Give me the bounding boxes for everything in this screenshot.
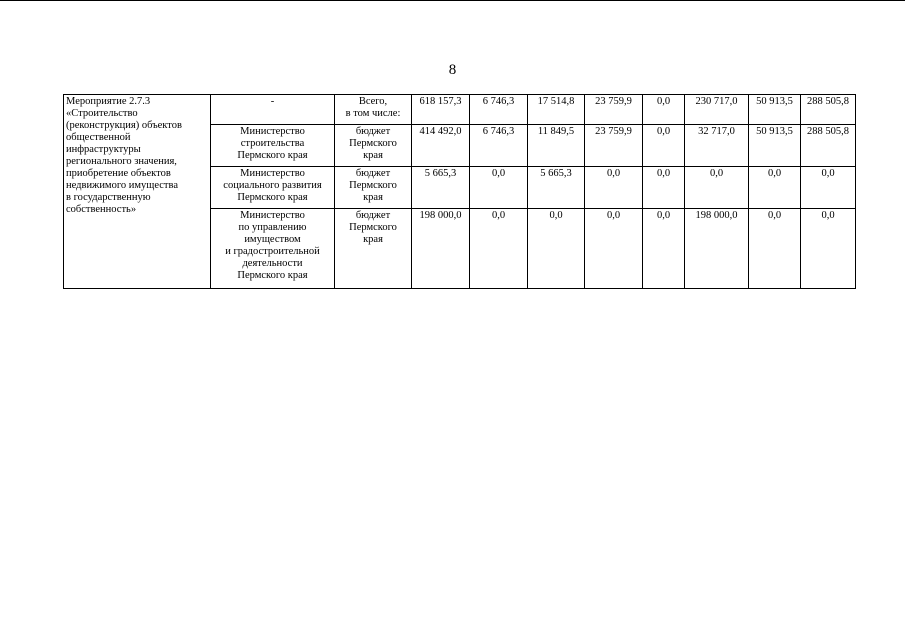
- executor-line: строительства: [240, 138, 305, 149]
- value-cell: 0,0: [801, 167, 856, 209]
- source-line: Пермского: [349, 138, 397, 149]
- executor-line: имуществом: [244, 234, 301, 245]
- value-cell: 23 759,9: [585, 125, 643, 167]
- source-cell: [335, 167, 412, 209]
- source-line: бюджет: [355, 210, 391, 221]
- top-rule: [0, 0, 905, 1]
- value-cell: 0,0: [749, 209, 801, 289]
- executor-line: по управлению: [238, 222, 307, 233]
- value-cell: 288 505,8: [801, 95, 856, 125]
- executor-line: Министерство: [240, 126, 305, 137]
- executor-line: Пермского края: [237, 150, 308, 161]
- event-line: Мероприятие 2.7.3: [66, 96, 151, 107]
- source-line: края: [363, 150, 383, 161]
- value-cell: 0,0: [643, 167, 685, 209]
- table-body: [64, 95, 856, 289]
- value-cell: 0,0: [643, 95, 685, 125]
- value-cell: 11 849,5: [528, 125, 585, 167]
- page-number: 8: [448, 62, 457, 78]
- executor-cell: [211, 209, 335, 289]
- value-cell: 414 492,0: [412, 125, 470, 167]
- executor-cell: [211, 167, 335, 209]
- executor-line: Министерство: [240, 210, 305, 221]
- event-line: приобретение объектов: [66, 168, 171, 179]
- executor-line: Пермского края: [237, 270, 308, 281]
- event-cell: [64, 95, 211, 289]
- source-line: бюджет: [355, 126, 391, 137]
- event-line: в государственную: [66, 192, 151, 203]
- budget-table: [63, 94, 856, 289]
- executor-line: Пермского края: [237, 192, 308, 203]
- value-cell: 32 717,0: [685, 125, 749, 167]
- event-line: инфраструктуры: [66, 144, 141, 155]
- event-line: (реконструкция) объектов: [66, 120, 182, 131]
- executor-cell: [211, 95, 335, 125]
- value-cell: 0,0: [585, 167, 643, 209]
- value-cell: 17 514,8: [528, 95, 585, 125]
- event-line: собственность»: [66, 204, 137, 215]
- value-cell: 5 665,3: [528, 167, 585, 209]
- value-cell: 50 913,5: [749, 125, 801, 167]
- source-line: в том числе:: [345, 108, 401, 119]
- table-row: [64, 95, 856, 125]
- value-cell: 0,0: [643, 125, 685, 167]
- value-cell: 23 759,9: [585, 95, 643, 125]
- event-line: «Строительство: [66, 108, 138, 119]
- value-cell: 0,0: [528, 209, 585, 289]
- executor-line: -: [270, 96, 275, 107]
- source-line: Пермского: [349, 180, 397, 191]
- executor-cell: [211, 125, 335, 167]
- source-line: края: [363, 234, 383, 245]
- source-cell: [335, 95, 412, 125]
- value-cell: 0,0: [749, 167, 801, 209]
- value-cell: 0,0: [801, 209, 856, 289]
- value-cell: 6 746,3: [470, 125, 528, 167]
- value-cell: 6 746,3: [470, 95, 528, 125]
- source-cell: [335, 209, 412, 289]
- source-line: Всего,: [358, 96, 388, 107]
- value-cell: 198 000,0: [412, 209, 470, 289]
- executor-line: деятельности: [242, 258, 303, 269]
- value-cell: 0,0: [470, 209, 528, 289]
- value-cell: 288 505,8: [801, 125, 856, 167]
- value-cell: 5 665,3: [412, 167, 470, 209]
- executor-line: Министерство: [240, 168, 305, 179]
- executor-line: социального развития: [223, 180, 322, 191]
- value-cell: 0,0: [585, 209, 643, 289]
- source-cell: [335, 125, 412, 167]
- value-cell: 0,0: [470, 167, 528, 209]
- value-cell: 50 913,5: [749, 95, 801, 125]
- value-cell: 198 000,0: [685, 209, 749, 289]
- event-line: общественной: [66, 132, 131, 143]
- event-line: недвижимого имущества: [66, 180, 178, 191]
- event-line: регионального значения,: [66, 156, 177, 167]
- value-cell: 618 157,3: [412, 95, 470, 125]
- executor-line: и градостроительной: [225, 246, 320, 257]
- value-cell: 230 717,0: [685, 95, 749, 125]
- source-line: края: [363, 192, 383, 203]
- source-line: Пермского: [349, 222, 397, 233]
- value-cell: 0,0: [643, 209, 685, 289]
- value-cell: 0,0: [685, 167, 749, 209]
- source-line: бюджет: [355, 168, 391, 179]
